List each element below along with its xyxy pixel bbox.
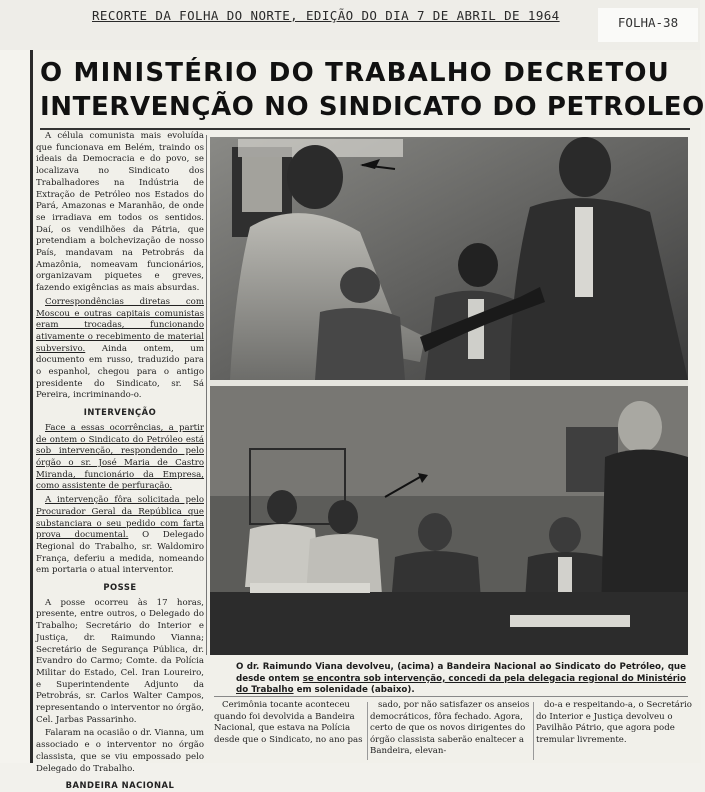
clipping-source-caption: RECORTE DA FOLHA DO NORTE, EDIÇÃO DO DIA 7 DE ABRIL DE 1964 [92, 8, 560, 23]
article-paragraph-3 [36, 423, 204, 493]
headline-line-1: O MINISTÉRIO DO TRABALHO DECRETOU [40, 58, 670, 88]
man-right-head [559, 137, 611, 197]
man-right-shirt [575, 207, 593, 297]
attendee-4-head [549, 517, 581, 553]
wall-poster-image [242, 157, 282, 212]
man-left-head [287, 145, 343, 209]
table-papers-left [250, 583, 370, 593]
column-divider [206, 135, 207, 655]
article-paragraph-2-rest: Ainda ontem, um documento em russo, traduzido para o espanhol, chegou para o antigo presidente do Sindicato, sr. Sá Pereira, incriminando-o. [36, 343, 204, 401]
article-paragraph-4 [36, 495, 204, 577]
standing-official-head [618, 401, 662, 453]
subheading-posse: POSSE [103, 582, 137, 593]
caption-divider [214, 696, 688, 697]
sheet-number-label: FOLHA-38 [598, 8, 698, 42]
bottom-column-divider-2 [533, 702, 534, 760]
article-paragraph-5: A posse ocorreu às 17 horas, presente, entre outros, o Delegado do Trabalho; Secretário do Interior e Justiça, dr. Raimundo Vianna; Secretário de Segurança Pública, dr. Evandro do Carmo; Comte. da Polícia Militar do Estado, Cel. Iran Loureiro, e Superintendente Adjunto da Petrobrás, sr. Carlos Walter Campos, representando o interventor no órgão, Cel. Jarbas Passarinho. [36, 597, 204, 725]
article-paragraph-6: Falaram na ocasião o dr. Vianna, um associado e o interventor no órgão classista, que se viu empossado pelo Delegado do Trabalho. [36, 728, 204, 774]
bottom-column-3-text: do-a e respeitando-a, o Secretário do Interior e Justiça devolveu o Pavilhão Pátrio, que agora pode tremular livremente. [536, 700, 692, 745]
bottom-column-1 [214, 700, 364, 763]
bottom-column-3 [536, 700, 692, 763]
article-paragraph-1: A célula comunista mais evoluída que funcionava em Belém, traindo os ideais da Democracia e do povo, se localizava no Sindicato dos Trabalhadores na Indústria de Extração de Petróleo nos Estados do Pará, Amazonas e Maranhão, de onde se irradiava em todos os sentidos. Daí, os vendilhões da Pátria, que pretendiam a bolchevização de nosso País, mandavam na Petrobrás da Amazônia, nomeavam funcionários, organizavam piquetes e greves, fazendo exigências as mais absurdas. [36, 131, 204, 294]
article-paragraph-4-underlined: A intervenção fôra solicitada pelo Procurador Geral da República que substanciara o seu pedido com farta prova documental. [36, 495, 204, 541]
subheading-intervencao: INTERVENÇÃO [83, 407, 157, 418]
bald-man-head [340, 267, 380, 303]
bottom-column-2-text: sado, por não satisfazer os anseios democráticos, fôra fechado. Agora, certo de que os novos dirigentes do órgão classista saberão enaltecer a Bandeira, elevan- [370, 700, 530, 757]
bald-man-suit [315, 308, 405, 380]
attendee-2-head [328, 500, 358, 534]
subheading-bandeira-nacional: BANDEIRA NACIONAL [65, 780, 175, 791]
attendee-3-head [418, 513, 452, 551]
seated-man-head [458, 243, 498, 287]
photo-caption-part-2: em solenidade (abaixo). [293, 685, 415, 695]
article-paragraph-2 [36, 297, 204, 402]
article-paragraph-4-rest: O Delegado Regional do Trabalho, sr. Waldomiro França, deferiu a medida, nomeando em portaria o atual interventor. [36, 530, 204, 576]
bottom-column-divider-1 [367, 702, 368, 760]
article-column [36, 131, 204, 791]
bottom-column-1-text: Cerimônia tocante aconteceu quando foi devolvida a Bandeira Nacional, que estava na Polícia desde que o Sindicato, no ano pas [214, 700, 363, 745]
article-paragraph-3-underlined: Face a essas ocorrências, a partir de ontem o Sindicato do Petróleo está sob intervenção, respondendo pelo órgão o sr. José Maria de Castro Miranda, funcionário da Empresa, como assistente de perfuração. [36, 422, 204, 492]
headline [40, 56, 705, 124]
attendee-1-head [267, 490, 297, 524]
photo-caption [236, 662, 686, 697]
photo-caption-underlined: se encontra sob intervenção, concedi da pela delegacia regional do Ministério do Trabalho [236, 673, 686, 695]
photo-separator [210, 380, 688, 386]
bottom-column-2 [370, 700, 530, 763]
photo-caption-part-1: O dr. Raimundo Viana devolveu, (acima) a Bandeira Nacional ao Sindicato do Petróleo, que desde ontem [236, 662, 686, 684]
photo-illustration [210, 137, 688, 655]
headline-line-2: INTERVENÇÃO NO SINDICATO DO PETROLEO [40, 92, 705, 122]
article-paragraph-2-underlined: Correspondências diretas com Moscou e outras capitais comunistas eram trocadas, funcionando ativamente o recebimento de material subversivo. [36, 296, 204, 354]
news-photograph [210, 137, 688, 655]
table-papers-right [510, 615, 630, 627]
headline-rule [40, 128, 690, 130]
